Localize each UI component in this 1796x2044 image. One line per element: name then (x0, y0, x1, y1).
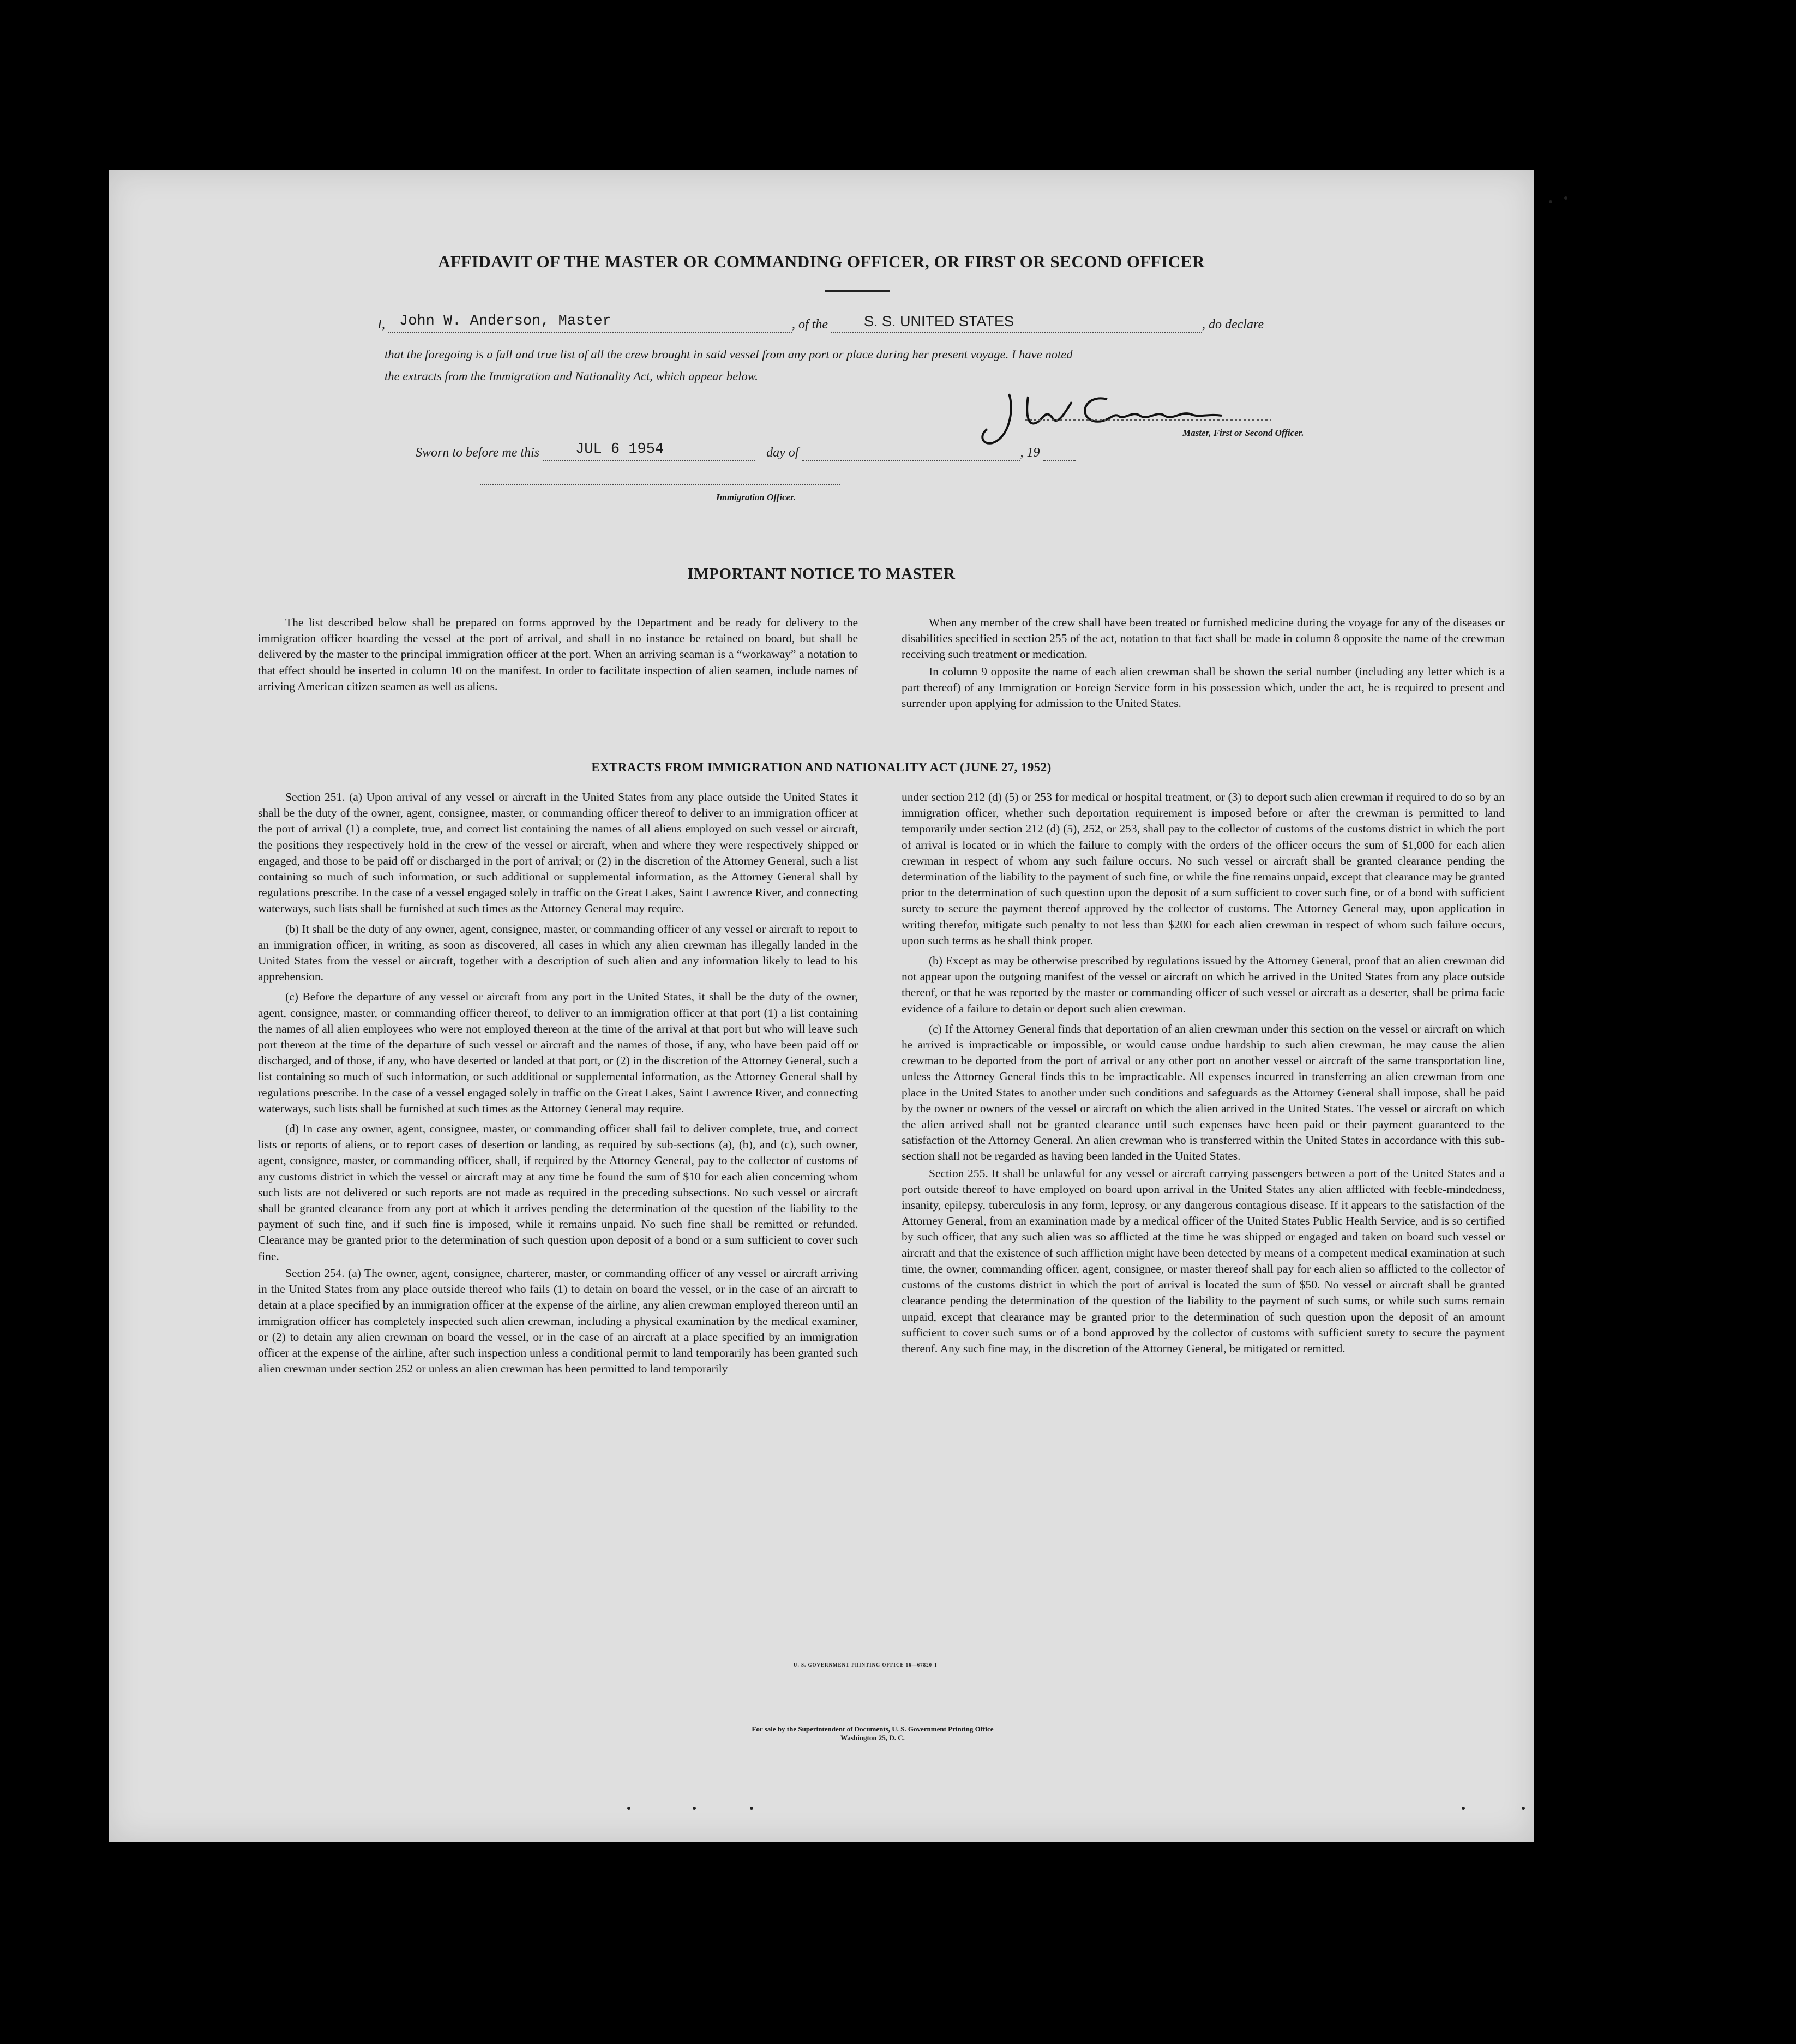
declaration-do-declare: , do declare (1202, 317, 1264, 332)
scan-speck (1522, 1807, 1525, 1810)
extracts-right-column (902, 789, 1505, 1357)
scan-speck (750, 1807, 753, 1810)
punch-hole (1591, 373, 1619, 404)
declaration-line-2: that the foregoing is a full and true list of all the crew brought in said vessel from any port or place during her present voyage. I have noted (385, 347, 1073, 361)
sworn-prefix: Sworn to before me this (416, 446, 540, 460)
sale-line-2: Washington 25, D. C. (840, 1734, 905, 1742)
extract-paragraph: Section 255. It shall be unlawful for any vessel or aircraft carrying passengers between a port of the United States and a port outside thereof to have employed on board upon arrival in the United States any alien afflicted with feeble-mindedness, insanity, epilepsy, tuberculosis in any form, leprosy, or any dangerous contagious disease. If it appears to the satisfaction of the Attorney General, from an examination made by a medical officer of the United States Public Health Service, and is so certified by such officer, that any such alien was so afflicted at the time he was shipped or engaged and taken on board such vessel or aircraft and that the existence of such affliction might have been detected by means of a competent medical examination at such time, the owner, commanding officer, agent, consignee, or master thereof shall pay for each alien so afflicted to the collector of customs of the customs district in which the port of arrival is located the sum of $50. No vessel or aircraft shall be granted clearance pending the determination of the question of the liability to the payment of such sums, or while such sums remain unpaid, except that clearance may be granted prior to the determination of such question upon the deposit of an amount sufficient to cover such sums or of a bond approved by the collector of customs with sufficient surety to secure the payment thereof. Any such fine may, in the discretion of the Attorney General, be mitigated or remitted. (902, 1166, 1505, 1355)
declaration-of-the: , of the (792, 317, 828, 332)
declaration-i: I, (377, 317, 385, 332)
extract-paragraph: (d) In case any owner, agent, consignee, master, or commanding officer shall fail to deliver complete, true, and correct lists or reports of aliens, or to report cases of desertion or landing, as required by sub-sections (a), (b), and (c), such owner, agent, consignee, master, or commanding officer, shall, if required by the Attorney General, pay to the collector of customs of any customs district in which the vessel or aircraft may at any time be found the sum of $10 for each alien concerning whom such lists are not delivered or such reports are not made as required in the preceding subsections. No such vessel or aircraft shall be granted clearance from any port at which it arrives pending the determination of the question of the liability to the payment of such fine, and if such fine is imposed, while it remains unpaid. No such fine shall be remitted or refunded. Clearance may be granted prior to the determination of such question upon deposit of a bond or a sum sufficient to cover such fine. (258, 1122, 858, 1263)
signature-label (1182, 428, 1304, 439)
scan-speck (1564, 196, 1567, 200)
extract-paragraph: Section 251. (a) Upon arrival of any vessel or aircraft in the United States from any place outside the United States it shall be the duty of the owner, agent, consignee, master, or commanding officer thereof to deliver to an immigration officer at the port of arrival (1) a complete, true, and correct list containing the names of all aliens employed on such vessel or aircraft, the positions they respectively hold in the crew of the vessel or aircraft, when and where they were respectively shipped or engaged, and those to be paid off or discharged in the port of arrival; or (2) in the discretion of the Attorney General, such a list containing so much of such information, or such additional or supplemental information, as the Attorney General shall by regulations prescribe. In the case of a vessel engaged solely in traffic on the Great Lakes, Saint Lawrence River, and connecting waterways, such lists shall be furnished at such times as the Attorney General may require. (258, 790, 858, 915)
extracts-left-column (258, 789, 858, 1377)
sale-notice (627, 1725, 1118, 1742)
extract-paragraph: (c) If the Attorney General finds that deportation of an alien crewman under this section on the vessel or aircraft on which he arrived is impracticable or impossible, or would cause undue hardship to such alien crewman, he may cause the alien crewman to be deported from the port of arrival or any other port on another vessel or aircraft of the same transportation line, unless the Attorney General finds this to be impracticable. All expenses incurred in transferring an alien crewman from one place in the United States to another under such conditions and safeguards as the Attorney General shall impose, shall be paid by the owner or owners of the vessel or aircraft on which the alien arrived in the United States. The vessel or aircraft on which the alien arrived shall not be granted clearance until such expenses have been paid or their payment guaranteed to the satisfaction of the Attorney General. An alien crewman who is transferred within the United States in accordance with this sub-section shall not be regarded as having been landed in the United States. (902, 1022, 1505, 1163)
notice-paragraph: When any member of the crew shall have been treated or furnished medicine during the voyage for any of the diseases or disabilities specified in section 255 of the act, notation to that fact shall be made in column 8 opposite the name of the crewman receiving such treatment or medication. (902, 616, 1505, 661)
extract-paragraph: Section 254. (a) The owner, agent, consignee, charterer, master, or commanding officer of any vessel or aircraft arriving in the United States from any place outside thereof who fails (1) to detain on board the vessel, or in the case of an aircraft to detain at a place specified by an immigration officer at the expense of the airline, any alien crewman employed thereon until an immigration officer has completely inspected such alien crewman, including a physical examination by the medical examiner, or (2) to detain any alien crewman on board the vessel, or in the case of an aircraft at a place specified by an immigration officer at the expense of the airline, after such inspection unless a conditional permit to land temporarily has been granted such alien crewman under section 252 or unless an alien crewman has been permitted to land temporarily (258, 1266, 858, 1376)
sale-line-1: For sale by the Superintendent of Documents, U. S. Government Printing Office (752, 1725, 994, 1733)
sworn-year-field (1043, 446, 1076, 461)
extract-paragraph: under section 212 (d) (5) or 253 for medical or hospital treatment, or (3) to deport such alien crewman if required to do so by an immigration officer, whether such deportation requirement is imposed before or after the crewman is permitted to land temporarily under section 212 (d) (5), 252, or 253, shall pay to the collector of customs of the customs district in which the port of arrival is located or in which the failure to comply with the orders of the officer occurs the sum of $1,000 for each alien crewman in respect of whom any such failure occurs. No such vessel or aircraft shall be granted clearance pending the determination of the liability to the payment of such fine, or while the fine remains unpaid, except that clearance may be granted prior to the determination of such question upon the deposit of a sum sufficient to cover such fine, or of a bond with sufficient surety to secure the payment thereof approved by the collector of customs. The Attorney General may, upon application in writing therefor, mitigate such penalty to not less than $200 for each alien crewman in respect of whom such failure occurs, upon such terms as he shall think proper. (902, 790, 1505, 947)
immigration-officer-signature-line (480, 478, 840, 485)
extract-paragraph: (b) It shall be the duty of any owner, agent, consignee, master, or commanding officer of any vessel or aircraft to report to an immigration officer, in writing, as soon as discovered, all cases in which any alien crewman has illegally landed in the United States from the vessel or aircraft, together with a description of such alien and any information likely to lead to his apprehension. (258, 922, 858, 984)
affidavit-title: AFFIDAVIT OF THE MASTER OR COMMANDING OFFICER, OR FIRST OR SECOND OFFICER (438, 252, 1205, 271)
scan-speck (627, 1807, 630, 1810)
scan-speck (1462, 1807, 1465, 1810)
vessel-field (831, 313, 1202, 333)
sworn-month-field (802, 446, 1020, 461)
punch-hole (1590, 286, 1618, 316)
notice-right-column (902, 615, 1505, 711)
sworn-date-field (543, 441, 755, 461)
signature-label-struck: First or Second Officer (1213, 428, 1302, 438)
notice-title: IMPORTANT NOTICE TO MASTER (687, 565, 956, 583)
scan-speck (1549, 200, 1552, 203)
document-page (109, 170, 1534, 1842)
title-divider (825, 290, 890, 292)
punch-hole (1598, 734, 1625, 764)
notice-paragraph: In column 9 opposite the name of each alien crewman shall be shown the serial number (including any letter which is a part thereof) of any Immigration or Foreign Service form in his possession which, under the act, he is required to present and surrender upon applying for admission to the United States. (902, 664, 1505, 710)
declaration-line-3: the extracts from the Immigration and Nationality Act, which appear below. (385, 369, 758, 383)
sworn-line (416, 441, 1076, 461)
punch-hole (1603, 1010, 1631, 1041)
master-name-value: John W. Anderson, Master (399, 313, 611, 329)
sworn-day-of: day of (766, 446, 799, 460)
gpo-imprint: U. S. GOVERNMENT PRINTING OFFICE 16—67820-1 (794, 1662, 938, 1668)
scan-speck (693, 1807, 696, 1810)
extract-paragraph: (b) Except as may be otherwise prescribed by regulations issued by the Attorney General, proof that an alien crewman did not appear upon the outgoing manifest of the vessel or aircraft on which he arrived in the United States from any place outside thereof, or that he was reported by the master or commanding officer of such vessel or aircraft as a deserter, shall be prima facie evidence of a failure to detain or deport such alien crewman. (902, 954, 1505, 1015)
punch-hole (1609, 1308, 1636, 1338)
signature-label-master: Master, (1182, 428, 1211, 438)
punch-hole (1619, 1670, 1646, 1701)
vessel-value: S. S. UNITED STATES (864, 313, 1014, 329)
notice-paragraph: The list described below shall be prepared on forms approved by the Department and be ready for delivery to the immigration officer boarding the vessel at the port of arrival, and shall in no instance be retained on board, but shall be delivered by the master to the principal immigration officer at the port. When an arriving seaman is a “workaway” a notation to that effect should be inserted in column 10 on the manifest. In order to facilitate inspection of alien seamen, include names of arriving American citizen seamen as well as aliens. (258, 616, 858, 693)
punch-hole (1614, 1582, 1642, 1613)
sworn-date-value: JUL 6 1954 (575, 441, 664, 458)
signature-label-end: . (1301, 428, 1304, 438)
extract-paragraph: (c) Before the departure of any vessel or aircraft from any port in the United States, it shall be the duty of the owner, agent, consignee, master, or commanding officer thereof, to deliver to an immigration officer at that port (1) a list containing the names of all alien employees who were not employed thereon at the time of the arrival at that port but who will leave such port thereon at the time of the departure of such vessel or aircraft and the names of those, if any, who have been paid off or discharged, and of those, if any, who have deserted or landed at that port, or (2) in the discretion of the Attorney General, such a list containing so much of such information, or such additional or supplemental information, as the Attorney General shall by regulations prescribe. In the case of a vessel engaged solely in traffic on the Great Lakes, Saint Lawrence River, and connecting waterways, such lists shall be furnished at such times as the Attorney General may require. (258, 990, 858, 1115)
declaration-line-1 (377, 313, 1264, 333)
notice-left-column (258, 615, 858, 694)
extracts-title: EXTRACTS FROM IMMIGRATION AND NATIONALITY ACT (JUNE 27, 1952) (591, 760, 1052, 774)
immigration-officer-label: Immigration Officer. (716, 492, 796, 502)
master-name-field (388, 313, 792, 333)
sworn-year-prefix: , 19 (1020, 446, 1040, 460)
